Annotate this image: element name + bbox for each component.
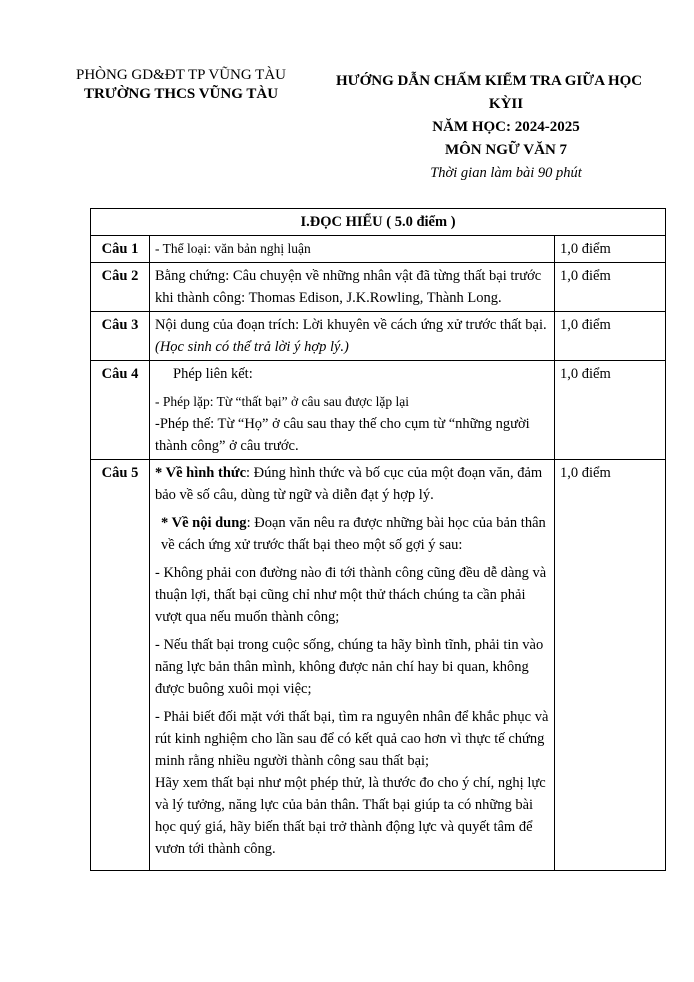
header-left [58,66,304,104]
answer-item: - Phép lặp: Từ “thất bại” ở câu sau được lặp lại [155,394,409,409]
question-answer [150,312,555,361]
answer-line: - Thể loại: văn bản nghị luận [155,241,311,256]
question-score: 1,0 điểm [555,361,666,460]
question-label: Câu 2 [91,263,150,312]
answer-text [155,314,549,358]
answer-point: Hãy xem thất bại như một phép thử, là thước đo cho ý chí, nghị lực và lý tưởng, năng lực của bản thân. Thất bại giúp ta có những bài học quý giá, hãy biến thất bại trở thành động lực và quyết tâm để vươn tới thành công. [155,775,546,857]
question-label: Câu 4 [91,361,150,460]
question-row-3 [91,312,666,361]
question-answer [150,263,555,312]
question-answer [150,361,555,460]
department-name: PHÒNG GD&ĐT TP VŨNG TÀU [75,67,287,83]
answer-item: -Phép thế: Từ “Họ” ở câu sau thay thế cho cụm từ “những người thành công” ở câu trước. [155,416,530,454]
form-criterion [155,462,549,506]
section-row [91,209,666,236]
content-criterion [155,512,549,556]
question-score: 1,0 điểm [555,236,666,263]
answer-point: - Phải biết đối mặt với thất bại, tìm ra nguyên nhân để khắc phục và rút kinh nghiệm cho lần sau để có kết quả cao hơn vì thực tế chứng minh rằng nhiều người thành công sau thất bại; [155,709,549,769]
header-right [336,70,676,185]
time-limit: Thời gian làm bài 90 phút [430,165,582,181]
school-name: TRƯỜNG THCS VŨNG TÀU [83,86,279,102]
answer-heading: Phép liên kết: [173,366,253,382]
answer-main: Nội dung của đoạn trích: Lời khuyên về cách ứng xử trước thất bại. [155,317,547,333]
question-label: Câu 1 [91,236,150,263]
content-label: * Về nội dung [161,515,247,531]
document-title-continued: KỲII [488,96,524,112]
question-row-5 [91,460,666,871]
answer-note: (Học sinh có thể trả lời ý hợp lý.) [155,339,349,355]
form-label: * Về hình thức [155,465,247,481]
question-score: 1,0 điểm [555,263,666,312]
answer-text: Bằng chứng: Câu chuyện về những nhân vật đã từng thất bại trước khi thành công: Thomas Edison, J.K.Rowling, Thành Long. [155,268,542,306]
question-row-2 [91,263,666,312]
answer-point: - Không phải con đường nào đi tới thành công cũng đều dễ dàng và thuận lợi, thất bại cũng chỉ như một thử thách chúng ta cần phải vượt qua nếu muốn thành công; [155,565,547,625]
question-score: 1,0 điểm [555,460,666,871]
question-answer [150,236,555,263]
question-label: Câu 5 [91,460,150,871]
answer-point: - Nếu thất bại trong cuộc sống, chúng ta hãy bình tĩnh, phải tin vào năng lực bản thân mình, không được nản chí hay bi quan, không được buông xuôi mọi việc; [155,637,544,697]
question-answer [150,460,555,871]
section-title: I.ĐỌC HIỂU ( 5.0 điểm ) [91,209,666,236]
question-row-4 [91,361,666,460]
question-score: 1,0 điểm [555,312,666,361]
subject: MÔN NGỮ VĂN 7 [444,142,568,158]
form-text: : Đúng hình thức và bố cục của một đoạn văn, đảm bảo về số câu, dùng từ ngữ và diễn đạt ý hợp lý. [155,465,543,503]
content-text: : Đoạn văn nêu ra được những bài học của bản thân về cách ứng xử trước thất bại theo một số gợi ý sau: [161,515,546,553]
question-row-1 [91,236,666,263]
grading-table [90,208,666,871]
question-label: Câu 3 [91,312,150,361]
school-year: NĂM HỌC: 2024-2025 [432,119,580,135]
document-title: HƯỚNG DẪN CHẤM KIỂM TRA GIỮA HỌC [336,73,643,89]
